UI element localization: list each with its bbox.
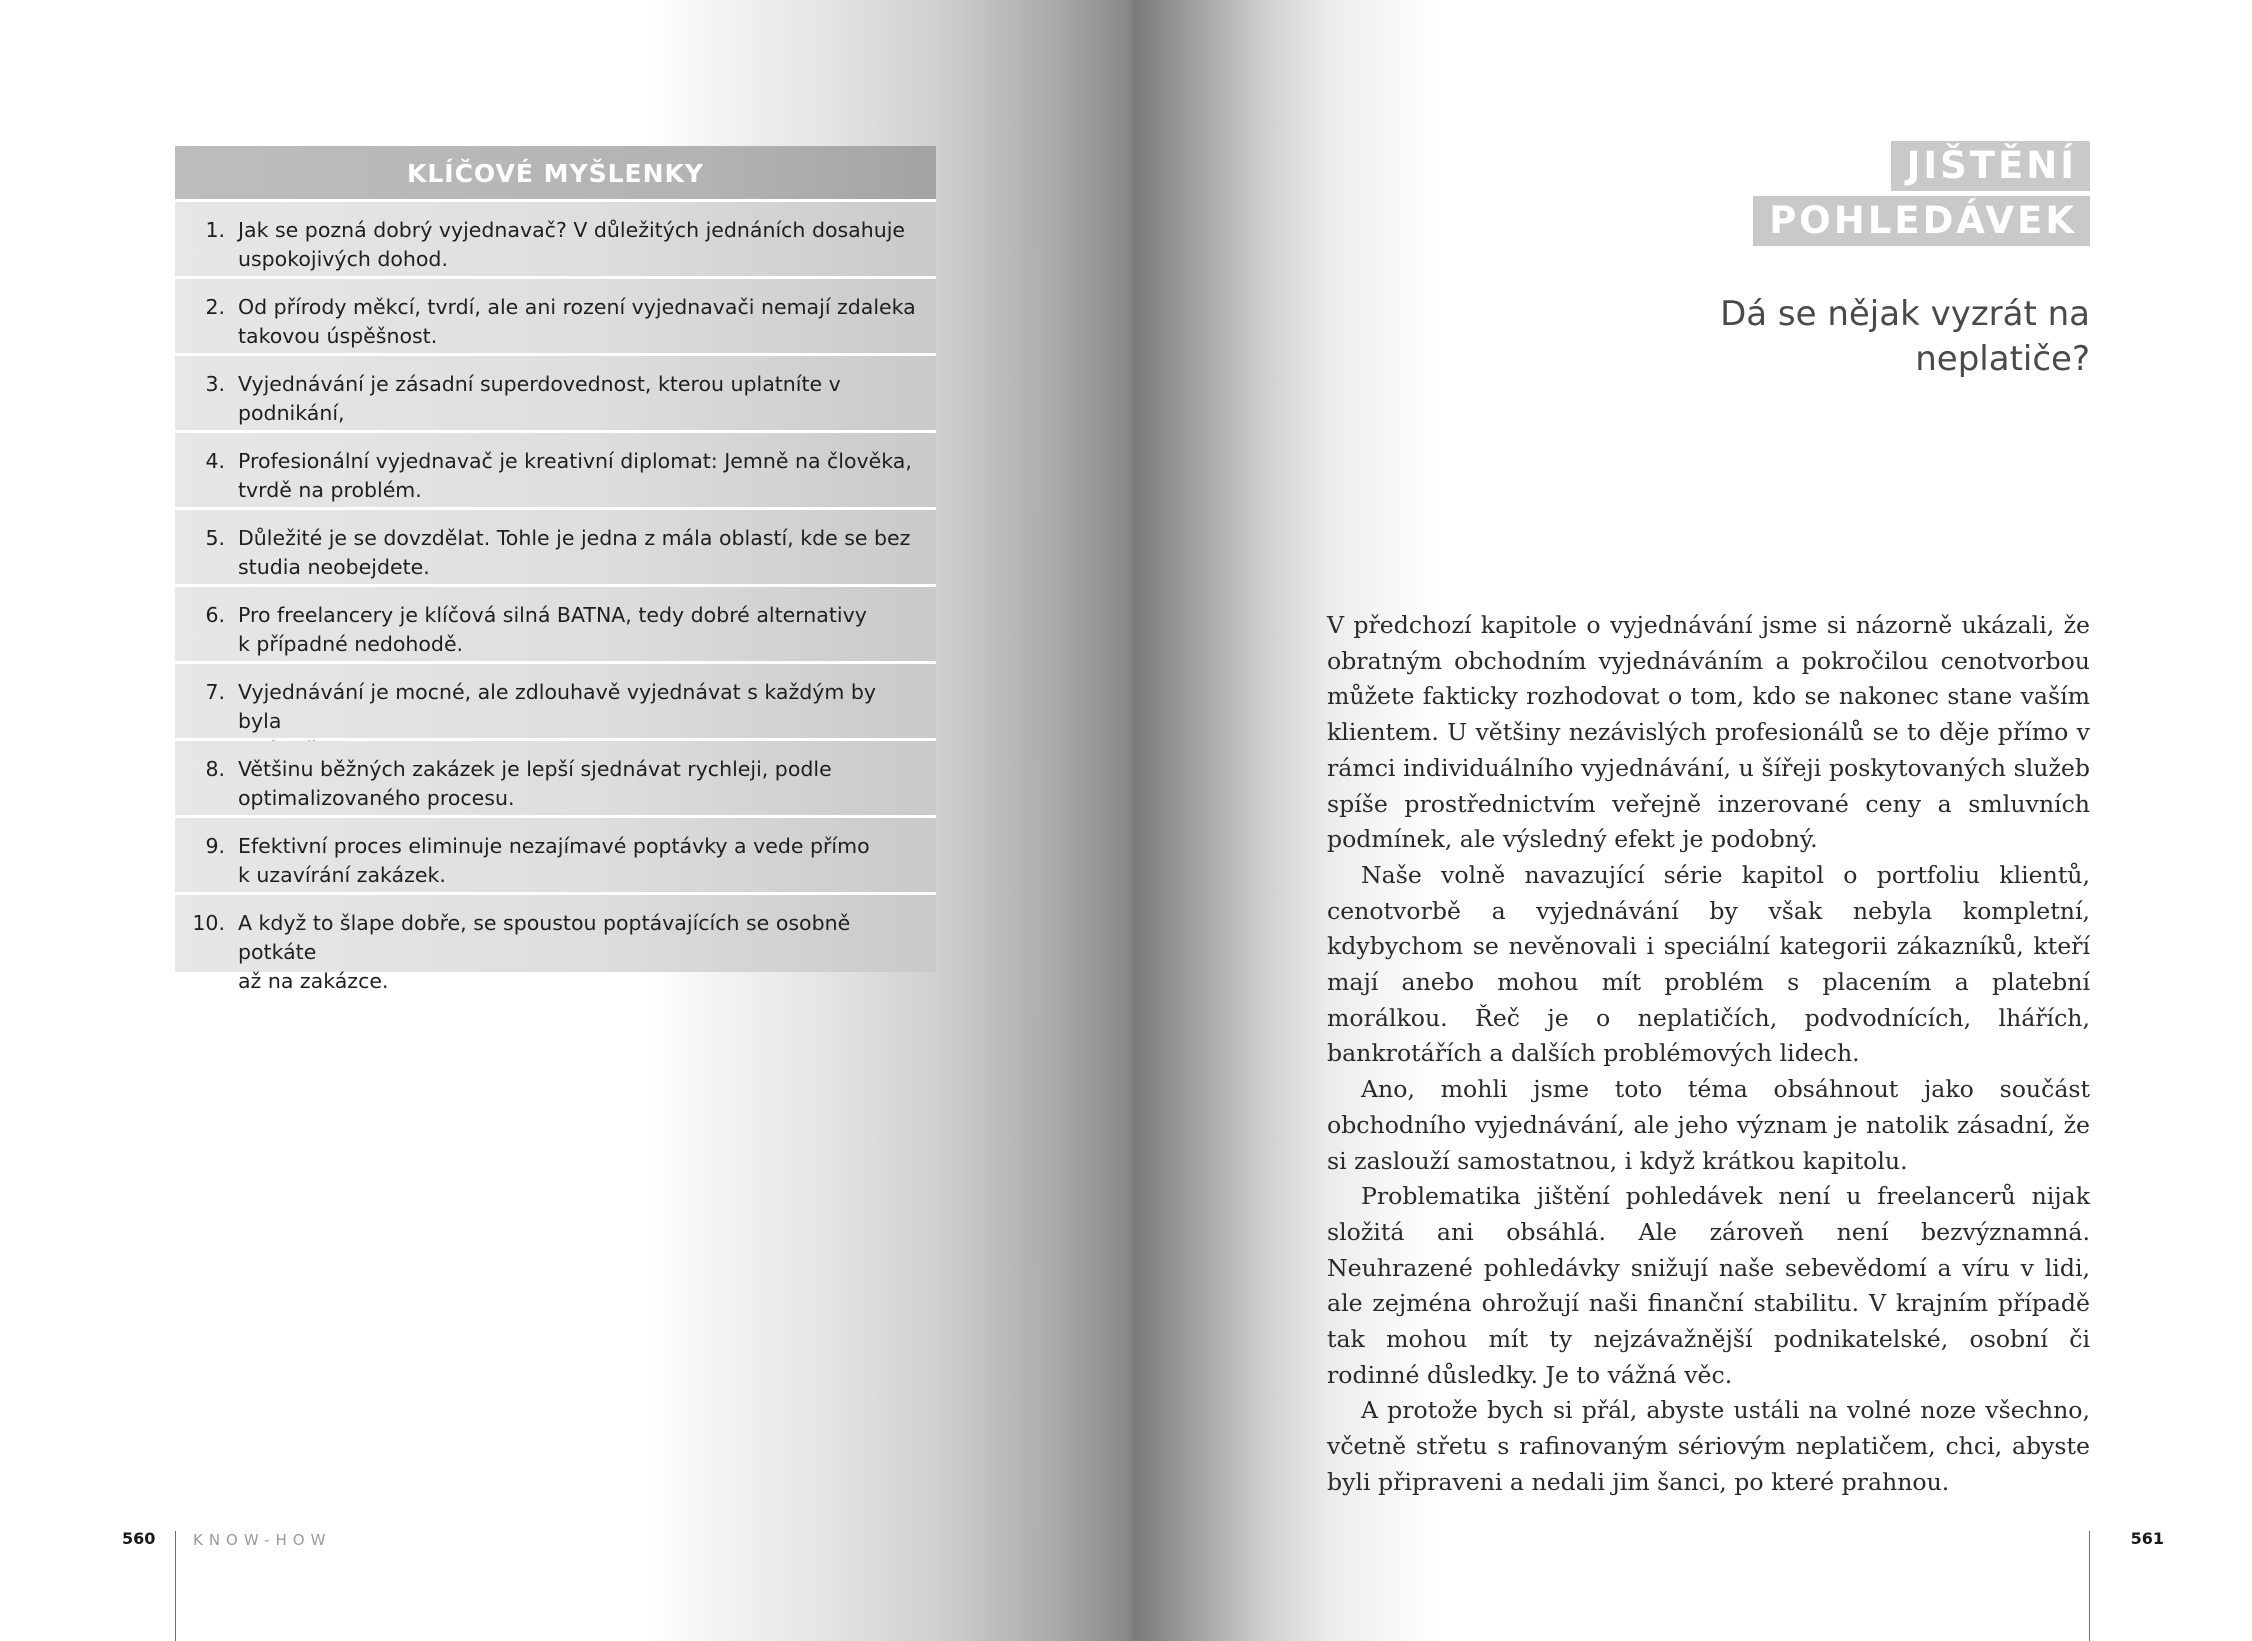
page-number-left: 560 [122, 1529, 156, 1548]
key-thought-text: Pro freelancery je klíčová silná BATNA, tedy dobré alternativy k případné nedohodě. [238, 603, 867, 656]
key-thought-text: Vyjednávání je zásadní superdovednost, kterou uplatníte v podnikání, [238, 372, 841, 425]
key-thought-item [175, 818, 936, 895]
chapter-title-line: JIŠTĚNÍ [1891, 141, 2090, 191]
key-thought-item [175, 510, 936, 587]
body-paragraph: Ano, mohli jsme toto téma obsáhnout jako součást obchodního vyjednávání, ale jeho význam je natolik zásadní, že si zaslouží samostatnou, i když krátkou kapitolu. [1327, 1075, 2090, 1175]
key-thought-text: Profesionální vyjednavač je kreativní diplomat: Jemně na člověka, tvrdě na problém. [238, 449, 912, 502]
key-thought-text: Důležité je se dovzdělat. Tohle je jedna z mála oblastí, kde se bez studia neobejdete. [238, 526, 911, 579]
chapter-subtitle: Dá se nějak vyzrát na neplatiče? [1720, 294, 2090, 379]
chapter-title-line: POHLEDÁVEK [1753, 196, 2090, 246]
key-thought-text: Vyjednávání je mocné, ale zdlouhavě vyjednávat s každým by byla [238, 680, 877, 733]
key-thought-item [175, 587, 936, 664]
key-thought-item [175, 895, 936, 993]
key-thought-number: 5. [205, 526, 225, 550]
key-thought-number: 6. [205, 603, 225, 627]
key-thought-text: Jak se pozná dobrý vyjednavač? V důležitých jednáních dosahuje uspokojivých dohod. [238, 218, 906, 271]
key-thought-number: 7. [205, 680, 225, 704]
body-paragraph: A protože bych si přál, abyste ustáli na volné noze všechno, včetně střetu s rafinovaným sériovým neplatičem, chci, abyste byli připraveni a nedali jim šanci, po které prahnou. [1327, 1396, 2090, 1496]
key-thought-text: A když to šlape dobře, se spoustou poptávajících se osobně potkáte až na zakázce. [238, 911, 851, 993]
body-paragraph: Problematika jištění pohledávek není u freelancerů nijak složitá ani obsáhlá. Ale zároveň není bezvýznamná. Neuhrazené pohledávky snižují naše sebevědomí a víru v lidi, ale zejména ohrožují naši finanční stabilitu. V krajním případě tak mohou mít ty nejzávažnější podnikatelské, osobní či rodinné důsledky. Je to vážná věc. [1327, 1182, 2090, 1389]
chapter-title [1753, 141, 2090, 251]
key-thought-number: 10. [192, 911, 225, 935]
key-thought-number: 3. [205, 372, 225, 396]
key-thoughts-title: KLÍČOVÉ MYŠLENKY [175, 146, 936, 202]
running-head: KNOW-HOW [193, 1531, 332, 1549]
key-thought-number: 9. [205, 834, 225, 858]
key-thought-item [175, 279, 936, 356]
key-thought-item [175, 741, 936, 818]
body-paragraph: V předchozí kapitole o vyjednávání jsme si názorně ukázali, že obratným obchodním vyjednáváním a pokročilou cenotvorbou můžete fakticky rozhodovat o tom, kdo se nakonec stane vaším klientem. U většiny nezávislých profesionálů se to děje přímo v rámci individuálního vyjednávání, u šířeji poskytovaných služeb spíše prostřednictvím veřejně inzerované ceny a smluvních podmínek, ale výsledný efekt je podobný. [1327, 611, 2090, 854]
key-thought-number: 1. [205, 218, 225, 242]
footer-divider-left [175, 1531, 176, 1641]
key-thought-item [175, 356, 936, 433]
key-thought-text: Efektivní proces eliminuje nezajímavé poptávky a vede přímo k uzavírání zakázek. [238, 834, 870, 887]
chapter-body [1327, 608, 2090, 1501]
key-thought-number: 2. [205, 295, 225, 319]
key-thought-item [175, 664, 936, 741]
key-thought-number: 4. [205, 449, 225, 473]
key-thought-item [175, 433, 936, 510]
key-thought-text: Většinu běžných zakázek je lepší sjednávat rychleji, podle optimalizovaného procesu. [238, 757, 832, 810]
key-thought-text: Od přírody měkcí, tvrdí, ale ani rození vyjednavači nemají zdaleka takovou úspěšnost. [238, 295, 916, 348]
page-number-right: 561 [2130, 1529, 2164, 1548]
key-thought-item [175, 202, 936, 279]
footer-divider-right [2089, 1531, 2090, 1641]
key-thought-number: 8. [205, 757, 225, 781]
key-thoughts-box [175, 146, 936, 993]
body-paragraph: Naše volně navazující série kapitol o portfoliu klientů, cenotvorbě a vyjednávání by však nebyla kompletní, kdybychom se nevěnovali i speciální kategorii zákazníků, kteří mají anebo mohou mít problém s placením a platební morálkou. Řeč je o neplatičích, podvodnících, lhářích, bankrotářích a dalších problémových lidech. [1327, 860, 2090, 1068]
